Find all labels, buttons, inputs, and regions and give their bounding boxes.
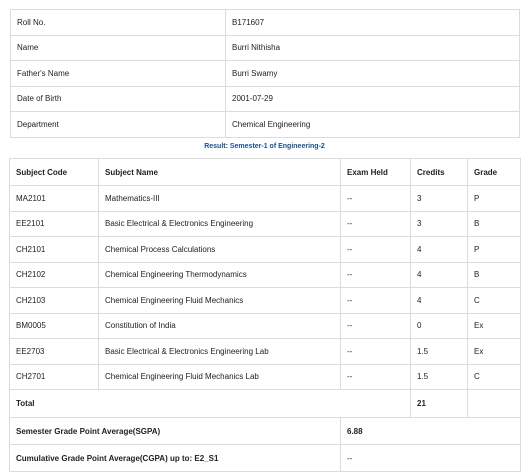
roll-row <box>11 10 520 36</box>
name-row <box>11 35 520 61</box>
exam-held: -- <box>341 211 411 237</box>
exam-held: -- <box>341 237 411 263</box>
dob-row <box>11 86 520 112</box>
table-row <box>10 186 521 212</box>
total-credits: 21 <box>411 390 468 418</box>
credits: 3 <box>411 211 468 237</box>
subject-name: Basic Electrical & Electronics Engineering Lab <box>99 339 341 365</box>
credits: 3 <box>411 186 468 212</box>
header-exam-held: Exam Held <box>341 159 411 186</box>
subject-name: Mathematics-III <box>99 186 341 212</box>
credits: 0 <box>411 313 468 339</box>
grade: B <box>468 211 521 237</box>
exam-held: -- <box>341 262 411 288</box>
table-row <box>10 288 521 314</box>
grade: P <box>468 237 521 263</box>
dob-value: 2001-07-29 <box>226 86 520 112</box>
grade: Ex <box>468 339 521 365</box>
department-value: Chemical Engineering <box>226 112 520 138</box>
roll-value: B171607 <box>226 10 520 36</box>
exam-held: -- <box>341 364 411 390</box>
subject-code: CH2701 <box>10 364 99 390</box>
result-header-row <box>10 159 521 186</box>
subject-name: Chemical Engineering Thermodynamics <box>99 262 341 288</box>
subject-code: MA2101 <box>10 186 99 212</box>
credits: 4 <box>411 237 468 263</box>
header-subject-name: Subject Name <box>99 159 341 186</box>
subject-code: EE2101 <box>10 211 99 237</box>
department-row <box>11 112 520 138</box>
exam-held: -- <box>341 186 411 212</box>
sgpa-row <box>10 418 521 445</box>
result-title: Result: Semester-1 of Engineering-2 <box>204 143 325 150</box>
credits: 1.5 <box>411 339 468 365</box>
subject-name: Chemical Process Calculations <box>99 237 341 263</box>
grade: Ex <box>468 313 521 339</box>
header-subject-code: Subject Code <box>10 159 99 186</box>
credits: 4 <box>411 262 468 288</box>
student-info-table <box>10 9 520 138</box>
table-row <box>10 237 521 263</box>
roll-label: Roll No. <box>11 10 226 36</box>
subject-code: CH2101 <box>10 237 99 263</box>
subject-code: BM0005 <box>10 313 99 339</box>
exam-held: -- <box>341 339 411 365</box>
father-value: Burri Swamy <box>226 61 520 87</box>
subject-name: Chemical Engineering Fluid Mechanics Lab <box>99 364 341 390</box>
subject-code: EE2703 <box>10 339 99 365</box>
grade: B <box>468 262 521 288</box>
cgpa-row <box>10 445 521 472</box>
grade: P <box>468 186 521 212</box>
sgpa-label: Semester Grade Point Average(SGPA) <box>10 418 341 445</box>
grade: C <box>468 364 521 390</box>
subject-name: Chemical Engineering Fluid Mechanics <box>99 288 341 314</box>
name-label: Name <box>11 35 226 61</box>
credits: 4 <box>411 288 468 314</box>
table-row <box>10 262 521 288</box>
total-grade-cell <box>468 390 521 418</box>
cgpa-value: -- <box>341 445 521 472</box>
table-row <box>10 364 521 390</box>
father-label: Father's Name <box>11 61 226 87</box>
subject-name: Constitution of India <box>99 313 341 339</box>
grade: C <box>468 288 521 314</box>
name-value: Burri Nithisha <box>226 35 520 61</box>
subject-name: Basic Electrical & Electronics Engineering <box>99 211 341 237</box>
credits: 1.5 <box>411 364 468 390</box>
dob-label: Date of Birth <box>11 86 226 112</box>
cgpa-label: Cumulative Grade Point Average(CGPA) up to: E2_S1 <box>10 445 341 472</box>
result-table <box>9 158 521 472</box>
exam-held: -- <box>341 288 411 314</box>
table-row <box>10 313 521 339</box>
subject-code: CH2103 <box>10 288 99 314</box>
header-grade: Grade <box>468 159 521 186</box>
exam-held: -- <box>341 313 411 339</box>
table-row <box>10 211 521 237</box>
total-label: Total <box>10 390 411 418</box>
sgpa-value: 6.88 <box>341 418 521 445</box>
header-credits: Credits <box>411 159 468 186</box>
subject-code: CH2102 <box>10 262 99 288</box>
father-row <box>11 61 520 87</box>
total-row <box>10 390 521 418</box>
table-row <box>10 339 521 365</box>
department-label: Department <box>11 112 226 138</box>
